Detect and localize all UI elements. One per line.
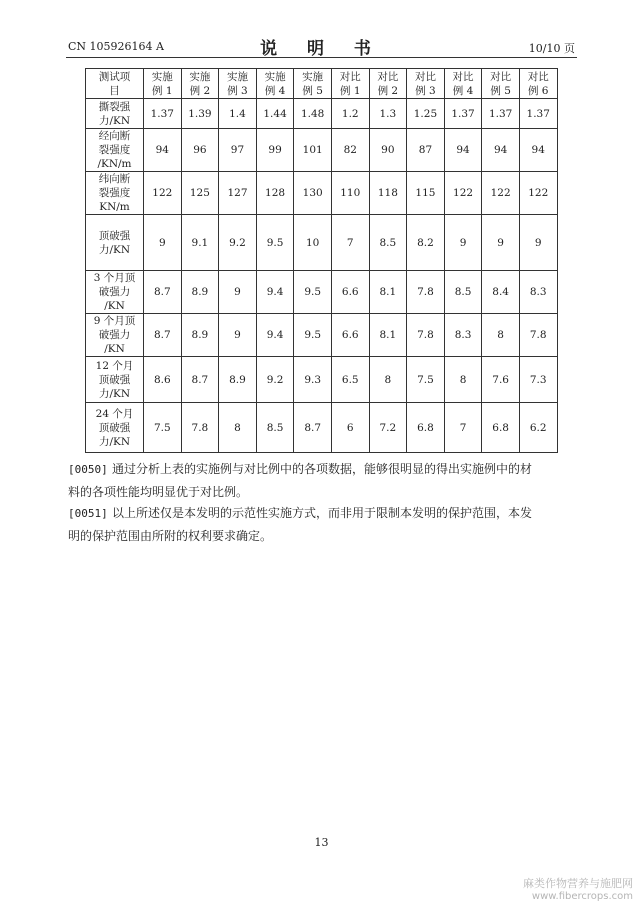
header-rule [66,57,577,58]
row-label: 9 个月顶 破强力 /KN [86,314,144,357]
table-cell: 8.7 [144,271,182,314]
table-cell: 7.3 [519,357,557,403]
table-cell: 8.5 [444,271,482,314]
watermark [523,875,633,902]
header-cell: 对比 例 3 [407,69,445,99]
table-cell: 8 [369,357,407,403]
table-cell: 1.25 [407,99,445,129]
table-cell: 9.4 [256,314,294,357]
table-cell: 8.1 [369,271,407,314]
table-cell: 128 [256,172,294,215]
table-cell: 118 [369,172,407,215]
table-row [86,172,558,215]
header-cell: 对比 例 5 [482,69,520,99]
table-cell: 7 [444,403,482,453]
table-cell: 9 [219,271,257,314]
paragraph-tag: [0051] [68,507,108,520]
table-cell: 7.5 [407,357,445,403]
header-cell: 对比 例 6 [519,69,557,99]
table-cell: 8.7 [144,314,182,357]
table-cell: 94 [444,129,482,172]
row-label: 经向断 裂强度 /KN/m [86,129,144,172]
table-cell: 8 [482,314,520,357]
table-cell: 1.37 [444,99,482,129]
paragraph-0050 [68,458,578,503]
table-cell: 6 [331,403,369,453]
paragraph-text-cont: 明的保护范围由所附的权利要求确定。 [68,529,273,543]
table-cell: 9.1 [181,215,219,271]
table-cell: 122 [144,172,182,215]
table-cell: 8.3 [519,271,557,314]
row-label: 顶破强 力/KN [86,215,144,271]
table-cell: 1.4 [219,99,257,129]
table-row [86,314,558,357]
header-cell: 实施 例 2 [181,69,219,99]
table-cell: 8.5 [369,215,407,271]
table-cell: 7.8 [407,314,445,357]
page-indicator: 10/10 页 [528,42,575,55]
table-cell: 6.8 [482,403,520,453]
table-cell: 110 [331,172,369,215]
table-cell: 8.4 [482,271,520,314]
table-cell: 90 [369,129,407,172]
watermark-url: www.fibercrops.com [531,891,633,902]
table-cell: 122 [444,172,482,215]
table-cell: 7.8 [181,403,219,453]
table-cell: 7.8 [407,271,445,314]
table-row [86,403,558,453]
table-cell: 8.3 [444,314,482,357]
table-cell: 8.6 [144,357,182,403]
table-cell: 127 [219,172,257,215]
table-row [86,99,558,129]
table-cell: 94 [519,129,557,172]
header-cell: 实施 例 1 [144,69,182,99]
table-cell: 122 [482,172,520,215]
table-cell: 10 [294,215,332,271]
patent-number: CN 105926164 A [68,40,164,53]
paragraph-text: 通过分析上表的实施例与对比例中的各项数据，能够很明显的得出实施例中的材 [112,462,533,476]
table-cell: 7 [331,215,369,271]
table-cell: 6.6 [331,314,369,357]
table-cell: 94 [482,129,520,172]
table-cell: 130 [294,172,332,215]
table-row [86,215,558,271]
table-cell: 8.9 [181,271,219,314]
header-cell: 对比 例 2 [369,69,407,99]
table-cell: 101 [294,129,332,172]
table-cell: 94 [144,129,182,172]
header-cell: 对比 例 4 [444,69,482,99]
table-cell: 1.48 [294,99,332,129]
table-cell: 122 [519,172,557,215]
table-cell: 6.6 [331,271,369,314]
table-cell: 9.3 [294,357,332,403]
table-cell: 7.6 [482,357,520,403]
header-cell: 实施 例 5 [294,69,332,99]
header-cell-item: 测试项 目 [86,69,144,99]
row-label: 撕裂强 力/KN [86,99,144,129]
table-cell: 1.37 [144,99,182,129]
table-cell: 8.2 [407,215,445,271]
row-label: 12 个月 顶破强 力/KN [86,357,144,403]
table-cell: 9.2 [219,215,257,271]
table-row [86,271,558,314]
table-cell: 9 [482,215,520,271]
document-title: 说 明 书 [260,39,383,59]
table-cell: 8 [219,403,257,453]
table-row [86,357,558,403]
table-cell: 7.5 [144,403,182,453]
row-label: 24 个月 顶破强 力/KN [86,403,144,453]
table-cell: 125 [181,172,219,215]
table-cell: 1.37 [519,99,557,129]
table-cell: 8.7 [294,403,332,453]
table-cell: 1.37 [482,99,520,129]
table-cell: 7.2 [369,403,407,453]
table-cell: 9.4 [256,271,294,314]
paragraph-tag: [0050] [68,463,108,476]
table-cell: 1.39 [181,99,219,129]
header-cell: 实施 例 4 [256,69,294,99]
table-cell: 9.5 [256,215,294,271]
table-cell: 8.7 [181,357,219,403]
table-cell: 115 [407,172,445,215]
table-cell: 8 [444,357,482,403]
paragraph-0051 [68,502,578,547]
table-cell: 7.8 [519,314,557,357]
table-cell: 9 [219,314,257,357]
table-row [86,129,558,172]
table-cell: 8.9 [219,357,257,403]
table-cell: 9 [144,215,182,271]
table-cell: 8.9 [181,314,219,357]
table-cell: 9 [444,215,482,271]
table-cell: 1.2 [331,99,369,129]
table-cell: 96 [181,129,219,172]
table-cell: 97 [219,129,257,172]
table-cell: 6.2 [519,403,557,453]
table-cell: 9.2 [256,357,294,403]
table-cell: 9 [519,215,557,271]
page-number: 13 [314,836,329,849]
row-label: 纬向断 裂强度 KN/m [86,172,144,215]
header-cell: 对比 例 1 [331,69,369,99]
table-cell: 87 [407,129,445,172]
table-cell: 8.1 [369,314,407,357]
header-cell: 实施 例 3 [219,69,257,99]
watermark-site-name: 麻类作物营养与施肥网 [523,877,633,890]
row-label: 3 个月顶 破强力 /KN [86,271,144,314]
table-cell: 1.44 [256,99,294,129]
table-cell: 6.5 [331,357,369,403]
table-cell: 9.5 [294,314,332,357]
table-cell: 1.3 [369,99,407,129]
table-header-row [86,69,558,99]
table-cell: 8.5 [256,403,294,453]
table-cell: 99 [256,129,294,172]
table-cell: 9.5 [294,271,332,314]
test-results-table [85,68,558,453]
table-cell: 6.8 [407,403,445,453]
table-cell: 82 [331,129,369,172]
paragraph-text-cont: 料的各项性能均明显优于对比例。 [68,485,249,499]
paragraph-text: 以上所述仅是本发明的示范性实施方式，而非用于限制本发明的保护范围，本发 [112,506,533,520]
